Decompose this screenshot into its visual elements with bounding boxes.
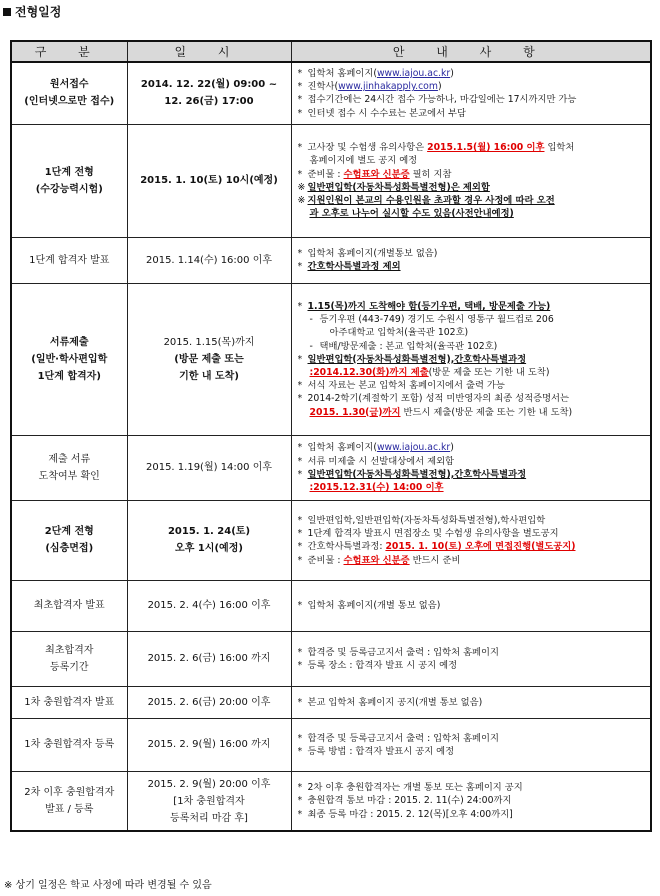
emphasis-text: 지원인원이 본교의 수용인원을 초과할 경우 사정에 따라 오전 — [307, 195, 555, 207]
note-bullet: * — [297, 514, 303, 526]
note-line — [298, 481, 649, 494]
note-bullet: * — [297, 646, 303, 658]
note-line — [298, 80, 649, 93]
note-line — [298, 107, 649, 120]
note-bullet: * — [297, 168, 303, 180]
note-bullet: * — [297, 659, 303, 671]
note-text: 입학처 — [544, 142, 575, 154]
table-row — [11, 771, 651, 831]
row-category — [11, 580, 127, 631]
category-line: 제출 서류 — [48, 453, 91, 465]
datetime-line: (방문 제출 또는 — [174, 353, 244, 365]
note-bullet: * — [297, 782, 303, 794]
note-text: 인터넷 접수 시 수수료는 본교에서 부담 — [307, 107, 466, 119]
website-link[interactable]: www.jinhakapply.com — [338, 81, 438, 93]
row-notes — [291, 686, 651, 718]
row-notes — [291, 435, 651, 500]
table-row — [11, 500, 651, 580]
note-line — [298, 392, 649, 405]
note-line — [298, 808, 649, 821]
note-line — [298, 260, 649, 273]
highlight-text: 수험표와 신분증 — [343, 554, 410, 566]
note-bullet: * — [297, 81, 303, 93]
note-line — [298, 181, 649, 194]
row-category — [11, 62, 127, 124]
row-notes — [291, 124, 651, 237]
note-text: 등록 장소 : 합격자 발표 시 공지 예정 — [307, 659, 458, 671]
note-text: 등기우편 (443-749) 경기도 수원시 영통구 월드컵로 206 — [319, 314, 554, 326]
row-notes — [291, 62, 651, 124]
note-line — [298, 554, 649, 567]
category-line: 원서접수 — [49, 79, 89, 91]
note-text: 입학처 홈페이지(개별 통보 없음) — [307, 600, 441, 612]
note-bullet: ※ — [297, 195, 306, 207]
note-text: 최종 등록 마감 : 2015. 2. 12(목)[오후 4:00까지] — [307, 808, 513, 820]
category-line: 서류제출 — [49, 336, 89, 348]
emphasis-text: 과 오후로 나누어 실시할 수도 있음(사전안내예정) — [309, 208, 514, 220]
category-line: 1단계 전형 — [44, 166, 94, 178]
note-line — [298, 527, 649, 540]
datetime-line: 2015. 1. 24(토) — [167, 526, 251, 538]
table-row — [11, 580, 651, 631]
note-line — [298, 514, 649, 527]
table-row — [11, 124, 651, 237]
datetime-line: 2014. 12. 22(월) 09:00 ~ — [140, 79, 278, 91]
table-row — [11, 62, 651, 124]
note-bullet: * — [297, 442, 303, 454]
note-line — [298, 441, 649, 454]
note-line — [298, 194, 649, 207]
note-text: 고사장 및 수험생 유의사항은 — [307, 142, 428, 154]
note-text: 홈페이지에 별도 공지 예정 — [309, 155, 418, 167]
category-line: 최초합격자 발표 — [33, 600, 105, 612]
row-category — [11, 124, 127, 237]
row-notes — [291, 718, 651, 771]
row-datetime — [127, 631, 291, 686]
note-bullet: ※ — [297, 181, 306, 193]
note-bullet: * — [297, 795, 303, 807]
note-text: 간호학사특별과정: — [307, 541, 386, 553]
note-text: 서식 자료는 본교 입학처 홈페이지에서 출력 가능 — [307, 380, 505, 392]
datetime-line: 2015. 1. 10(토) 10시(예정) — [140, 175, 278, 187]
highlight-text: 2015. 1. 10(토) 오후에 면접진행(별도공지) — [385, 541, 576, 553]
highlight-text: 수험표와 신분증 — [343, 168, 410, 180]
note-bullet: * — [297, 745, 303, 757]
page-title-text: 전형일정 — [15, 5, 62, 19]
table-row — [11, 237, 651, 283]
note-bullet: * — [297, 300, 303, 312]
table-row — [11, 718, 651, 771]
note-line — [298, 659, 649, 672]
note-bullet: * — [297, 455, 303, 467]
note-line — [298, 313, 649, 326]
row-category — [11, 771, 127, 831]
row-category — [11, 435, 127, 500]
schedule-table — [10, 40, 652, 832]
note-text: 준비물 : — [307, 168, 344, 180]
note-bullet: * — [297, 696, 303, 708]
note-text: 서류 미제출 시 선발대상에서 제외함 — [307, 455, 455, 467]
note-text: 본교 입학처 홈페이지 공지(개별 통보 없음) — [307, 696, 483, 708]
note-bullet: * — [297, 380, 303, 392]
row-category — [11, 631, 127, 686]
note-text: 준비물 : — [307, 554, 344, 566]
emphasis-text: 일반편입학(자동차특성화특별전형),간호학사특별과정 — [307, 468, 527, 480]
datetime-line: 등록처리 마감 후] — [170, 812, 248, 824]
category-line: (수강능력시험) — [35, 183, 103, 195]
table-row — [11, 631, 651, 686]
page-title — [3, 3, 61, 20]
category-line: 등록기간 — [49, 661, 89, 673]
datetime-line: 12. 26(금) 17:00 — [164, 96, 254, 108]
category-line: (심층면접) — [45, 543, 94, 555]
header-datetime: 일 시 — [127, 41, 291, 62]
note-text: ) — [450, 442, 454, 454]
note-text: ) — [450, 68, 454, 79]
row-notes — [291, 500, 651, 580]
note-line — [298, 247, 649, 260]
category-line: 1단계 합격자 발표 — [29, 254, 110, 266]
note-line — [298, 540, 649, 553]
row-notes — [291, 237, 651, 283]
footnote: ※ 상기 일정은 학교 사정에 따라 변경될 수 있음 — [4, 880, 212, 891]
datetime-line: 2015. 1.15(목)까지 — [163, 336, 255, 348]
note-text: 1단계 합격자 발표시 면접장소 및 수험생 유의사항을 별도공지 — [307, 528, 559, 540]
table-header-row — [11, 41, 651, 62]
category-line: 최초합격자 — [45, 644, 94, 656]
note-line — [298, 353, 649, 366]
note-bullet: * — [297, 528, 303, 540]
datetime-line: 2015. 2. 6(금) 16:00 까지 — [147, 653, 271, 665]
highlight-text: 2015. 1.30(금)까지 — [309, 406, 401, 418]
note-line — [298, 745, 649, 758]
note-line — [298, 406, 649, 419]
category-line: (일반·학사편입학 — [31, 353, 108, 365]
emphasis-text: 일반편입학(자동차특성화특별전형)은 제외함 — [307, 181, 490, 193]
note-text: (방문 제출 또는 기한 내 도착) — [428, 366, 550, 378]
note-line — [298, 326, 649, 339]
note-text: 합격증 및 등록금고지서 출력 : 입학처 홈페이지 — [307, 732, 499, 744]
note-line — [298, 455, 649, 468]
category-line: 발표 / 등록 — [45, 804, 94, 816]
row-notes — [291, 580, 651, 631]
note-text: 등록 방법 : 합격자 발표시 공지 예정 — [307, 745, 455, 757]
category-line: 1차 충원합격자 발표 — [24, 696, 115, 708]
note-bullet: * — [297, 732, 303, 744]
note-line — [298, 781, 649, 794]
row-datetime — [127, 686, 291, 718]
datetime-line: 2015. 1.19(월) 14:00 이후 — [145, 462, 273, 474]
note-bullet: * — [297, 393, 303, 405]
note-bullet: * — [297, 353, 303, 365]
datetime-line: 오후 1시(예정) — [175, 543, 243, 555]
category-line: 1차 충원합격자 등록 — [24, 739, 115, 751]
datetime-line: 2015. 2. 9(월) 16:00 까지 — [147, 739, 271, 751]
note-text: 반드시 제출(방문 제출 또는 기한 내 도착) — [400, 406, 573, 418]
note-line — [298, 93, 649, 106]
note-line — [298, 379, 649, 392]
row-datetime — [127, 237, 291, 283]
note-bullet: * — [297, 248, 303, 260]
header-notes: 안 내 사 항 — [291, 41, 651, 62]
row-category — [11, 686, 127, 718]
row-datetime — [127, 500, 291, 580]
note-bullet: * — [297, 107, 303, 119]
note-line — [298, 154, 649, 167]
row-datetime — [127, 62, 291, 124]
table-row — [11, 435, 651, 500]
note-bullet: * — [297, 261, 303, 273]
row-notes — [291, 283, 651, 435]
note-bullet: * — [297, 808, 303, 820]
note-text: 합격증 및 등록금고지서 출력 : 입학처 홈페이지 — [307, 646, 499, 658]
datetime-line: 2015. 2. 9(월) 20:00 이후 — [147, 778, 271, 790]
category-line: 도착여부 확인 — [38, 470, 100, 482]
note-line — [298, 646, 649, 659]
row-datetime — [127, 124, 291, 237]
website-link[interactable]: www.iajou.ac.kr — [376, 442, 451, 454]
note-text: 입학처 홈페이지( — [307, 442, 377, 454]
row-datetime — [127, 283, 291, 435]
datetime-line: [1차 충원합격자 — [173, 795, 245, 807]
note-line — [298, 696, 649, 709]
note-line — [298, 599, 649, 612]
note-bullet: - — [309, 340, 313, 352]
note-line — [298, 366, 649, 379]
note-text: 입학처 홈페이지( — [307, 68, 377, 79]
note-text: 택배/방문제출 : 본교 입학처(율곡관 102호) — [319, 340, 498, 352]
category-line: 2차 이후 충원합격자 — [24, 787, 115, 799]
note-line — [298, 141, 649, 154]
highlight-text: 2015.1.5(월) 16:00 이후 — [427, 142, 545, 154]
website-link[interactable]: www.iajou.ac.kr — [376, 68, 451, 79]
note-line — [298, 732, 649, 745]
row-datetime — [127, 771, 291, 831]
note-text: 2차 이후 충원합격자는 개별 통보 또는 홈페이지 공지 — [307, 782, 523, 794]
note-text: 입학처 홈페이지(개별통보 없음) — [307, 248, 438, 260]
square-bullet-icon — [3, 8, 11, 16]
note-text: 진학사( — [307, 81, 339, 93]
highlight-text: :2015.12.31(수) 14:00 이후 — [309, 482, 444, 494]
category-line: 2단계 전형 — [44, 526, 94, 538]
note-text: 필히 지참 — [409, 168, 452, 180]
note-text: 아주대학교 입학처(율곡관 102호) — [329, 327, 469, 339]
note-bullet: * — [297, 541, 303, 553]
note-bullet: * — [297, 142, 303, 154]
emphasis-text: 1.15(목)까지 도착해야 함(등기우편, 택배, 방문제출 가능) — [307, 300, 551, 312]
note-line — [298, 468, 649, 481]
note-text: 일반편입학,일반편입학(자동차특성화특별전형),학사편입학 — [307, 514, 546, 526]
row-notes — [291, 631, 651, 686]
note-line — [298, 794, 649, 807]
row-datetime — [127, 435, 291, 500]
note-line — [298, 340, 649, 353]
note-bullet: - — [309, 314, 313, 326]
note-line — [298, 168, 649, 181]
datetime-line: 2015. 1.14(수) 16:00 이후 — [145, 254, 273, 266]
note-text: ) — [437, 81, 442, 93]
highlight-text: :2014.12.30(화)까지 제출 — [309, 366, 429, 378]
row-category — [11, 283, 127, 435]
note-line — [298, 67, 649, 80]
table-row — [11, 686, 651, 718]
note-bullet: * — [297, 468, 303, 480]
row-datetime — [127, 580, 291, 631]
note-text: 접수기간에는 24시간 접수 가능하나, 마감일에는 17시까지만 가능 — [307, 94, 577, 106]
row-datetime — [127, 718, 291, 771]
note-bullet: * — [297, 68, 303, 79]
note-bullet: * — [297, 554, 303, 566]
table-row — [11, 283, 651, 435]
datetime-line: 2015. 2. 6(금) 20:00 이후 — [147, 696, 271, 708]
row-notes — [291, 771, 651, 831]
emphasis-text: 일반편입학(자동차특성화특별전형),간호학사특별과정 — [307, 353, 527, 365]
note-bullet: * — [297, 94, 303, 106]
row-category — [11, 500, 127, 580]
note-text: 2014-2학기(계절학기 포함) 성적 미반영자의 최종 성적증명서는 — [307, 393, 570, 405]
category-line: (인터넷으로만 접수) — [24, 96, 115, 108]
note-bullet: * — [297, 600, 303, 612]
header-category: 구 분 — [11, 41, 127, 62]
note-text: 반드시 준비 — [409, 554, 461, 566]
row-category — [11, 237, 127, 283]
note-line — [298, 207, 649, 220]
note-line — [298, 300, 649, 313]
datetime-line: 2015. 2. 4(수) 16:00 이후 — [147, 600, 271, 612]
note-text: 충원합격 통보 마감 : 2015. 2. 11(수) 24:00까지 — [307, 795, 512, 807]
category-line: 1단계 합격자) — [37, 370, 101, 382]
row-category — [11, 718, 127, 771]
datetime-line: 기한 내 도착) — [179, 370, 239, 382]
emphasis-text: 간호학사특별과정 제외 — [307, 261, 401, 273]
